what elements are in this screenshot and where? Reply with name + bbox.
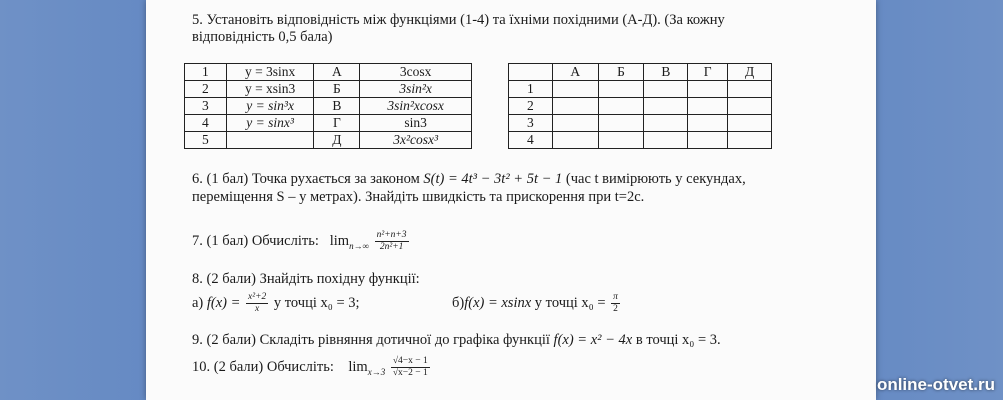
functions-table-cell: y = sin³x	[226, 98, 314, 115]
task8-b-suffix: у точці x₀ =	[534, 294, 606, 311]
task8-a-denominator: x	[255, 304, 260, 314]
functions-table-cell: 4	[185, 115, 227, 132]
answer-table-header-cell: В	[644, 64, 688, 81]
task8-a	[192, 292, 360, 315]
answer-table	[508, 63, 772, 149]
task8-b-denominator: 2	[613, 304, 618, 314]
task8-b-fraction	[611, 292, 620, 315]
answer-table-empty-cell	[688, 98, 728, 115]
task8-b	[452, 292, 622, 315]
answer-table-header-cell: Д	[728, 64, 772, 81]
task9-prefix: 9. (2 бали) Складіть рівняння дотичної до графіка функції	[192, 332, 550, 348]
functions-table-row	[185, 115, 472, 132]
task9-formula: f(x) = x² − 4x	[553, 332, 633, 348]
task7-numerator: n²+n+3	[376, 230, 407, 240]
answer-table-header-cell: Г	[688, 64, 728, 81]
task8-b-numerator: π	[613, 292, 618, 302]
answer-table-empty-cell	[552, 81, 598, 98]
task8-b-prefix: б)	[452, 294, 465, 311]
answer-table-empty-cell	[728, 115, 772, 132]
task10-numerator: √4−x − 1	[392, 356, 428, 366]
functions-table-cell: 3cosx	[360, 64, 472, 81]
functions-table-cell: 3	[185, 98, 227, 115]
answer-table-row	[509, 81, 772, 98]
task9-suffix: в точці x₀ = 3.	[635, 332, 721, 348]
task8-a-numerator: x²+2	[248, 292, 267, 302]
answer-table-header-cell	[509, 64, 553, 81]
functions-table-cell: y = sinx³	[226, 115, 314, 132]
answer-table-empty-cell	[644, 115, 688, 132]
functions-table-cell: y = 3sinx	[226, 64, 314, 81]
answer-table-empty-cell	[688, 115, 728, 132]
answer-table-empty-cell	[728, 132, 772, 149]
answer-table-row	[509, 115, 772, 132]
functions-table-cell: 3sin²x	[360, 81, 472, 98]
task6-formula: S(t) = 4t³ − 3t² + 5t − 1	[423, 171, 563, 187]
functions-table-cell: y = xsin3	[226, 81, 314, 98]
functions-table-cell: Д	[314, 132, 360, 149]
task6-prefix: 6. (1 бал) Точка рухається за законом	[192, 171, 420, 187]
task8-a-func: f(x) =	[206, 294, 241, 311]
task8-b-func: f(x) = xsinx	[464, 294, 532, 311]
task7-lim-sub: n→∞	[349, 240, 370, 251]
functions-table-row	[185, 132, 472, 149]
answer-table-empty-cell	[598, 81, 644, 98]
answer-table-empty-cell	[598, 98, 644, 115]
task8-a-suffix: у точці x₀ = 3;	[273, 294, 360, 311]
answer-table-empty-cell	[688, 81, 728, 98]
functions-table-row	[185, 64, 472, 81]
answer-table-row-label: 3	[509, 115, 553, 132]
answer-table-row	[509, 98, 772, 115]
task7-lim: lim	[329, 232, 350, 249]
task7	[192, 230, 411, 255]
task5-line2: відповідність 0,5 бала)	[192, 29, 333, 45]
answer-table-empty-cell	[728, 98, 772, 115]
answer-table-row-label: 4	[509, 132, 553, 149]
task6-line2: переміщення S – у метрах). Знайдіть швидкість та прискорення при t=2с.	[192, 189, 645, 205]
answer-table-empty-cell	[644, 81, 688, 98]
task10-fraction	[391, 356, 430, 379]
task7-denominator: 2n²+1	[379, 242, 404, 252]
answer-table-empty-cell	[552, 115, 598, 132]
task10-lim-sub: x→3	[367, 366, 386, 377]
task8-a-fraction	[246, 292, 268, 315]
functions-table-cell: 3sin²xcosx	[360, 98, 472, 115]
answer-table-row	[509, 132, 772, 149]
answer-table-header	[509, 64, 772, 81]
functions-table-row	[185, 81, 472, 98]
task6-line1	[192, 171, 746, 188]
task9	[192, 332, 721, 349]
functions-table-cell: 3x²cosx³	[360, 132, 472, 149]
functions-table-cell	[226, 132, 314, 149]
task10-prefix: 10. (2 бали) Обчисліть:	[192, 358, 334, 375]
answer-table-empty-cell	[598, 132, 644, 149]
task8-a-prefix: а)	[192, 294, 204, 311]
functions-table-cell: 1	[185, 64, 227, 81]
functions-table-cell: Г	[314, 115, 360, 132]
watermark-logo: online-otvet.ru	[876, 375, 995, 394]
answer-table-empty-cell	[552, 132, 598, 149]
task5-line1: 5. Установіть відповідність між функціями (1-4) та їхніми похідними (А-Д). (За кожну	[192, 12, 725, 28]
answer-table-empty-cell	[728, 81, 772, 98]
task10	[192, 356, 432, 381]
answer-table-row-label: 2	[509, 98, 553, 115]
functions-table-cell: А	[314, 64, 360, 81]
task10-lim: lim	[348, 358, 368, 375]
answer-table-empty-cell	[644, 98, 688, 115]
task8-title: 8. (2 бали) Знайдіть похідну функції:	[192, 271, 420, 287]
task7-fraction	[375, 230, 409, 253]
functions-table-row	[185, 98, 472, 115]
document-page	[146, 0, 876, 400]
answer-table-empty-cell	[644, 132, 688, 149]
answer-table-header-cell: А	[552, 64, 598, 81]
task10-denominator: √x−2 − 1	[392, 368, 428, 378]
task6-suffix: (час t вимірюють у секундах,	[565, 171, 746, 187]
functions-table	[184, 63, 472, 149]
answer-table-empty-cell	[598, 115, 644, 132]
answer-table-empty-cell	[552, 98, 598, 115]
answer-table-header-cell: Б	[598, 64, 644, 81]
answer-table-empty-cell	[688, 132, 728, 149]
functions-table-cell: 5	[185, 132, 227, 149]
functions-table-cell: Б	[314, 81, 360, 98]
functions-table-cell: sin3	[360, 115, 472, 132]
answer-table-row-label: 1	[509, 81, 553, 98]
task7-prefix: 7. (1 бал) Обчисліть:	[192, 232, 319, 249]
functions-table-cell: В	[314, 98, 360, 115]
functions-table-cell: 2	[185, 81, 227, 98]
